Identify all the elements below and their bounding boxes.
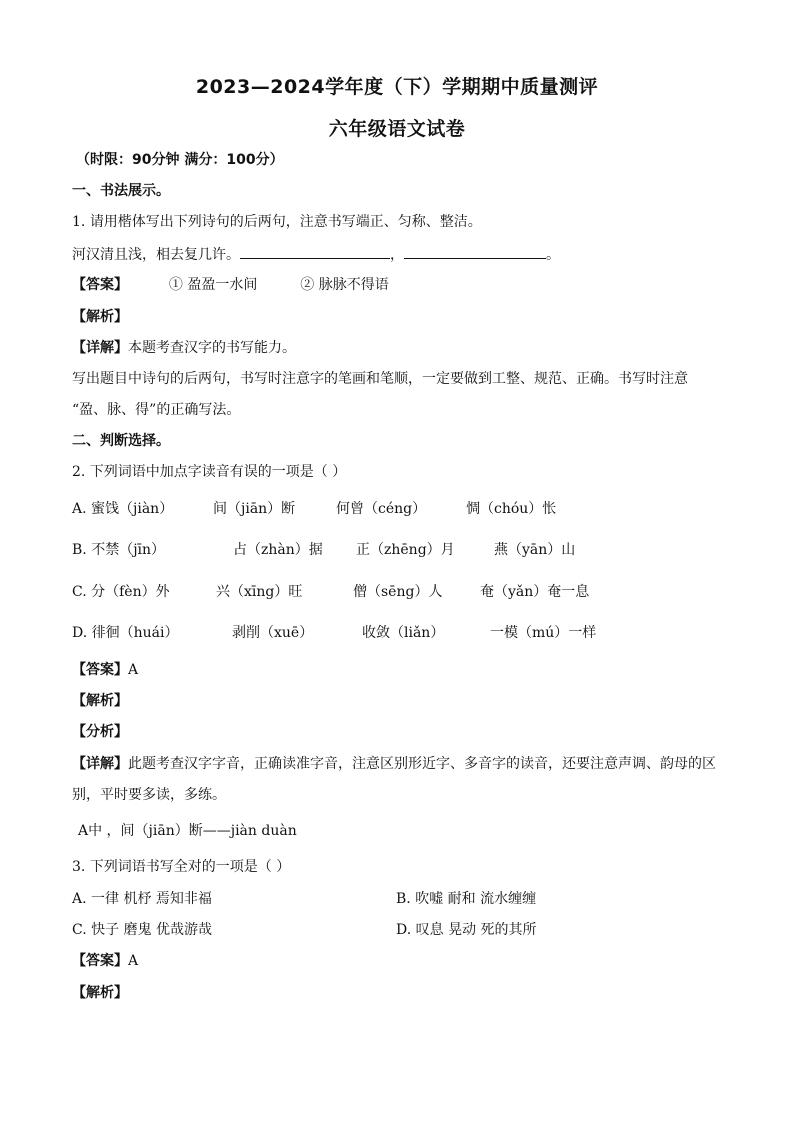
q2-detail-text: 此题考查汉字字音，正确读准字音，注意区别形近字、多音字的读音，还要注意声调、韵母的区 bbox=[128, 756, 716, 772]
answer-blank-1[interactable] bbox=[240, 244, 390, 259]
circled-one-icon: ① bbox=[168, 277, 183, 293]
q2-detail-line2: 别，平时要多读，多练。 bbox=[72, 787, 226, 803]
q2-option-d-word2: 剥削（xuē） bbox=[232, 625, 314, 641]
analysis-tag: 【解析】 bbox=[72, 309, 128, 325]
q1-stem bbox=[72, 212, 482, 232]
q3-option-b[interactable]: B. 吹嘘 耐和 流水缠缠 bbox=[396, 891, 537, 907]
q2-answer-line bbox=[72, 660, 138, 680]
q2-note: A中 ，间（jiān）断——jiàn duàn bbox=[78, 823, 297, 839]
section2-heading: 二、判断选择。 bbox=[72, 433, 170, 449]
answer-tag: 【答案】 bbox=[72, 277, 128, 293]
answer-blank-2[interactable] bbox=[404, 244, 546, 259]
q2-detail-line bbox=[72, 754, 716, 774]
q2-option-a-word4: 惆（chóu）怅 bbox=[466, 501, 557, 517]
exam-subtitle: 六年级语文试卷 bbox=[328, 118, 466, 140]
q2-answer: A bbox=[128, 662, 139, 678]
q1-detail-line2: 写出题目中诗句的后两句，书写时注意字的笔画和笔顺，一定要做到工整、规范、正确。书写时注意 bbox=[72, 371, 688, 387]
section1-heading: 一、书法展示。 bbox=[72, 183, 170, 199]
q3-option-a[interactable]: A. 一律 机杼 焉知非福 bbox=[72, 891, 212, 907]
analysis-tag: 【解析】 bbox=[72, 985, 128, 1001]
circled-two-icon: ② bbox=[300, 277, 315, 293]
q2-option-d-word3: 收敛（liǎn） bbox=[362, 625, 445, 641]
q1-stem-text: 请用楷体写出下列诗句的后两句，注意书写端正、匀称、整洁。 bbox=[89, 214, 482, 230]
q1-detail-line bbox=[72, 338, 296, 358]
q3-option-c[interactable]: C. 快子 磨鬼 优哉游哉 bbox=[72, 922, 213, 938]
q2-option-c-word3: 僧（sēng）人 bbox=[353, 584, 443, 600]
q1-prompt-line bbox=[72, 244, 560, 265]
q3-answer-line bbox=[72, 951, 138, 971]
q1-detail-line3: “盈、脉、得”的正确写法。 bbox=[72, 402, 241, 418]
q3-option-d[interactable]: D. 叹息 晃动 死的其所 bbox=[396, 922, 537, 938]
answer-tag: 【答案】 bbox=[72, 662, 128, 678]
q2-option-b-word3: 正（zhēng）月 bbox=[356, 542, 455, 558]
q2-option-c[interactable]: C. 分（fèn）外 bbox=[72, 584, 170, 600]
q2-option-b-word4: 燕（yān）山 bbox=[494, 542, 576, 558]
q2-option-c-word4: 奄（yǎn）奄一息 bbox=[480, 584, 590, 600]
fenxi-tag: 【分析】 bbox=[72, 724, 128, 740]
q2-option-a-word2: 间（jiān）断 bbox=[213, 501, 296, 517]
q1-answer-2: 脉脉不得语 bbox=[318, 277, 389, 293]
q2-option-b[interactable]: B. 不禁（jīn） bbox=[72, 542, 166, 558]
q2-option-c-word2: 兴（xīng）旺 bbox=[216, 584, 303, 600]
analysis-tag: 【解析】 bbox=[72, 693, 128, 709]
q1-comma: ， bbox=[390, 247, 404, 263]
q2-stem: 2. 下列词语中加点字读音有误的一项是（ ） bbox=[72, 464, 347, 480]
q1-answer-1: 盈盈一水间 bbox=[187, 277, 258, 293]
q2-option-d[interactable]: D. 徘徊（huái） bbox=[72, 625, 179, 641]
q1-answer-line bbox=[72, 275, 389, 295]
q2-option-b-word2: 占（zhàn）据 bbox=[233, 542, 323, 558]
detail-tag: 【详解】 bbox=[72, 756, 128, 772]
exam-meta: （时限：90分钟 满分：100分） bbox=[76, 152, 284, 168]
q1-prompt: 河汉清且浅，相去复几许。 bbox=[72, 247, 240, 263]
q3-answer: A bbox=[128, 953, 139, 969]
q1-number: 1. bbox=[72, 214, 86, 230]
q1-detail-text: 本题考查汉字的书写能力。 bbox=[128, 340, 296, 356]
detail-tag: 【详解】 bbox=[72, 340, 128, 356]
q2-option-a[interactable]: A. 蜜饯（jiàn） bbox=[72, 501, 174, 517]
exam-title: 2023—2024学年度（下）学期期中质量测评 bbox=[195, 76, 599, 98]
q3-stem: 3. 下列词语书写全对的一项是（ ） bbox=[72, 859, 291, 875]
q2-option-a-word3: 何曾（céng） bbox=[336, 501, 427, 517]
answer-tag: 【答案】 bbox=[72, 953, 128, 969]
q1-period: 。 bbox=[546, 247, 560, 263]
q2-option-d-word4: 一模（mú）一样 bbox=[490, 625, 597, 641]
